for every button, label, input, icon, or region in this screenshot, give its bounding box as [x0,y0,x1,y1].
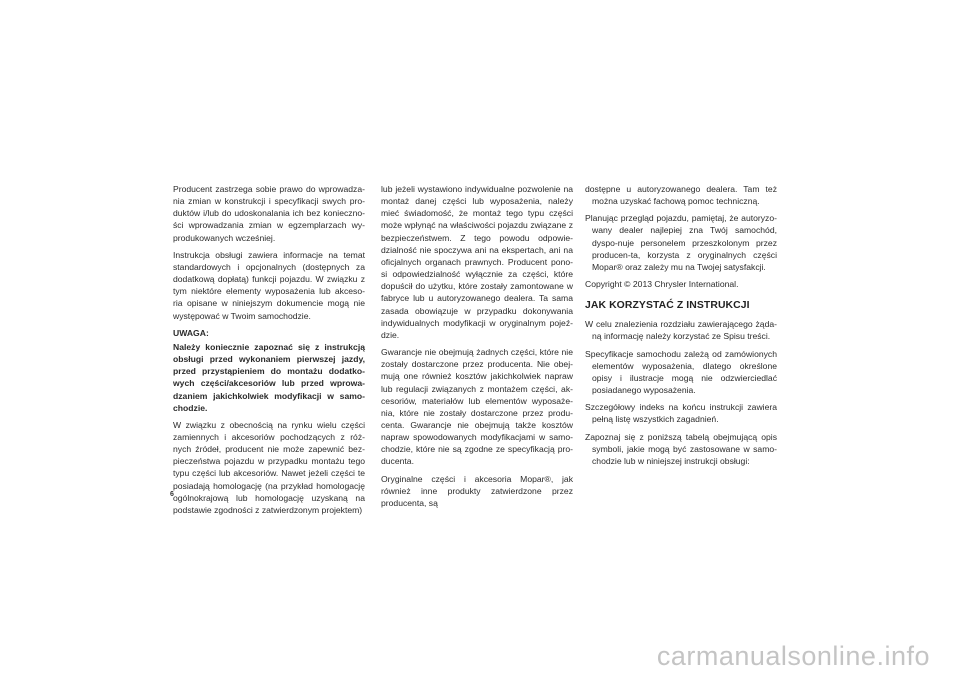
paragraph: Szczegółowy indeks na końcu instrukcji zawiera pełną listę wszystkich zagadnień. [585,402,777,425]
section-title: JAK KORZYSTAĆ Z INSTRUKCJI [585,300,750,312]
paragraph: W związku z obecnością na rynku wielu części zamiennych i akcesoriów pochodzących z róż-nych źródeł, producent nie może zapewnić bez-pieczeństwa pojazdu w przypadku montażu tego typu części lub akcesoriów. Nawet jeżeli części te posiadają homologację (na przykład homologację ogólnokrajową lub homologację uzyskaną na podstawie zgodności z zatwierdzonym projektem) [173,419,365,515]
copyright-line: Copyright © 2013 Chrysler International. [585,279,739,290]
text-column-2 [381,183,573,514]
paragraph: Planując przegląd pojazdu, pamiętaj, że autoryzo-wany dealer najlepiej zna Twój samochód, dyspo-nuje personelem przeszkolonym przez producen-ta, korzysta z oryginalnych części Mopar® oraz zależy mu na Twojej satysfakcji. [585,213,777,272]
paragraph: Specyfikacje samochodu zależą od zamówionych elementów wyposażenia, dlatego określone opisy i ilustracje mogą nie odzwierciedlać posiadanego wyposażenia. [585,348,777,396]
text-column-1 [173,183,365,521]
watermark: carmanualsonline.info [656,641,930,671]
paragraph: W celu znalezienia rozdziału zawierającego żąda-ną informację należy korzystać ze Spisu treści. [585,319,777,342]
paragraph: dostępne u autoryzowanego dealera. Tam też można uzyskać fachową pomoc techniczną. [585,184,777,207]
paragraph: Producent zastrzega sobie prawo do wprowadza-nia zmian w konstrukcji i specyfikacji swych pro-duktów i/lub do udoskonalania ich bez konieczno-ści wprowadzania zmian w egzemplarzach wy-produkowanych wcześniej. [173,184,365,243]
page-number: 6 [170,491,174,498]
warning-text: Należy koniecznie zapoznać się z instrukcją obsługi przed wykonaniem pierwszej jazdy, przed przystąpieniem do montażu dodatko-wych części/akcesoriów lub przed wprowa-dzaniem jakichkolwiek modyfikacji w samo-chodzie. [173,341,365,413]
paragraph: Instrukcja obsługi zawiera informacje na temat standardowych i opcjonalnych (dostępnych za dodatkową dopłatą) funkcji pojazdu. W związku z tym niektóre elementy wyposażenia lub akceso-ria opisane w niniejszym dokumencie mogą nie występować w Twoim samochodzie. [173,249,365,321]
paragraph: Zapoznaj się z poniższą tabelą obejmującą opis symboli, jakie mogą być zastosowane w samo-chodzie lub w niniejszej instrukcji obsługi: [585,431,777,466]
paragraph: Oryginalne części i akcesoria Mopar®, jak również inne produkty zatwierdzone przez producenta, są [381,473,573,508]
paragraph: lub jeżeli wystawiono indywidualne pozwolenie na montaż danej części lub wyposażenia, należy mieć świadomość, że montaż tego typu części może wpłynąć na właściwości pojazdu związane z bezpieczeństwem. Z tego powodu odpowie-dzialność nie spoczywa ani na ekspertach, ani na oficjalnych organach prawnych. Producent pono-si odpowiedzialność wyłącznie za części, które dopuścił do użytku, które zostały zamontowane w fabryce lub u autoryzowanego dealera. Ta sama zasada obowiązuje w przypadku dokonywania indywidualnych modyfikacji w oryginalnym pojeź-dzie. [381,184,573,340]
text-column-3 [585,183,777,472]
paragraph: Gwarancje nie obejmują żadnych części, które nie zostały dostarczone przez producenta. Nie obej-mują one również kosztów jakichkolwiek napraw lub regulacji związanych z montażem części, ak-cesoriów, materiałów lub elementów wyposaże-nia, które nie zostały dostarczone przez produ-centa. Gwarancje nie obejmują także kosztów napraw spowodowanych modyfikacjami w samo-chodzie, które nie są zgodne ze specyfikacją pro-ducenta. [381,347,573,467]
warning-title: UWAGA: [173,327,209,338]
